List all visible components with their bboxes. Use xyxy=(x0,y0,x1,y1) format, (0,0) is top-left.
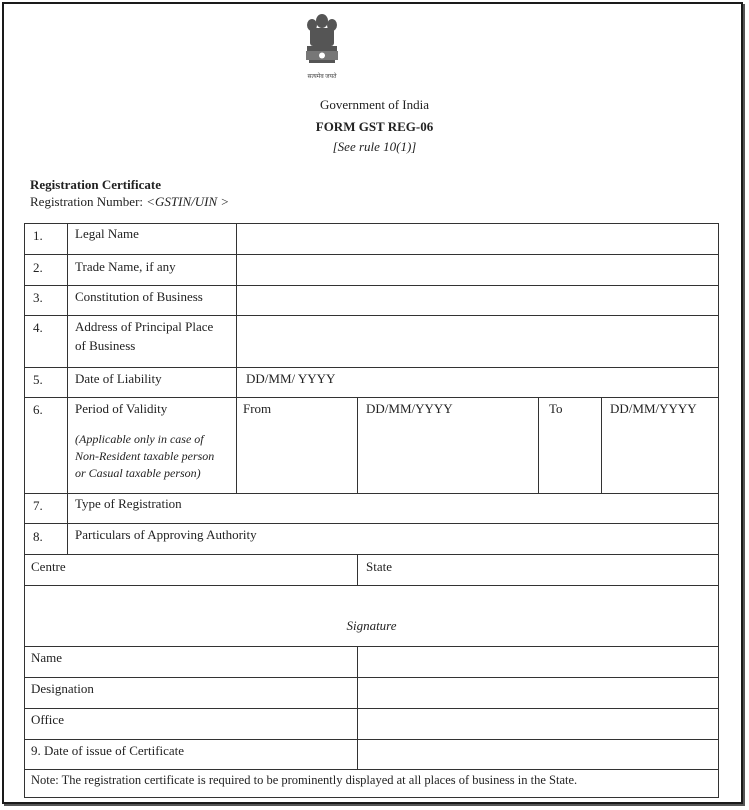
state-label: State xyxy=(366,559,392,574)
signature-label: Signature xyxy=(346,618,397,633)
row-1-label: Legal Name xyxy=(75,226,139,241)
row-3-number: 3. xyxy=(33,290,43,305)
row-8-label: Particulars of Approving Authority xyxy=(75,527,257,542)
validity-from-label: From xyxy=(243,401,272,416)
row-6-note-line3: or Casual taxable person) xyxy=(75,466,201,480)
row-4-label-line1: Address of Principal Place xyxy=(75,319,214,334)
row-1-number: 1. xyxy=(33,228,43,243)
emblem-motto: सत्यमेव जयते xyxy=(307,74,337,80)
row-5-label: Date of Liability xyxy=(75,371,162,386)
footer-note: Note: The registration certificate is required to be prominently displayed at all places of business in the State. xyxy=(31,773,578,787)
name-label: Name xyxy=(31,650,63,665)
row-7-number: 7. xyxy=(33,498,43,513)
row-8-number: 8. xyxy=(33,529,43,544)
registration-number-label: Registration Number: xyxy=(30,194,144,209)
row-6-number: 6. xyxy=(33,402,43,417)
row-5-number: 5. xyxy=(33,372,43,387)
row-6-label: Period of Validity xyxy=(75,401,168,416)
header-rule-reference: [See rule 10(1)] xyxy=(332,139,417,154)
row-6-note-line2: Non-Resident taxable person xyxy=(75,449,215,463)
registration-number-value: <GSTIN/UIN > xyxy=(146,194,230,209)
date-of-issue-label: 9. Date of issue of Certificate xyxy=(31,743,185,758)
row-4-number: 4. xyxy=(33,320,43,335)
centre-label: Centre xyxy=(31,559,66,574)
date-of-liability-value: DD/MM/ YYYY xyxy=(246,371,336,386)
row-6-note-line1: (Applicable only in case of xyxy=(75,432,204,446)
certificate-title: Registration Certificate xyxy=(30,177,162,192)
row-7-label: Type of Registration xyxy=(75,496,182,511)
registration-number xyxy=(30,194,229,210)
validity-to-value: DD/MM/YYYY xyxy=(610,401,697,416)
designation-label: Designation xyxy=(31,681,94,696)
header-government: Government of India xyxy=(319,97,430,112)
row-3-label: Constitution of Business xyxy=(75,289,203,304)
state-emblem-icon xyxy=(297,10,347,72)
validity-from-value: DD/MM/YYYY xyxy=(366,401,453,416)
row-4-label-line2: of Business xyxy=(75,338,136,353)
office-label: Office xyxy=(31,712,64,727)
row-2-number: 2. xyxy=(33,260,43,275)
state-emblem xyxy=(297,10,347,82)
row-2-label: Trade Name, if any xyxy=(75,259,176,274)
validity-to-label: To xyxy=(549,401,563,416)
header-form-title: FORM GST REG-06 xyxy=(315,119,434,134)
